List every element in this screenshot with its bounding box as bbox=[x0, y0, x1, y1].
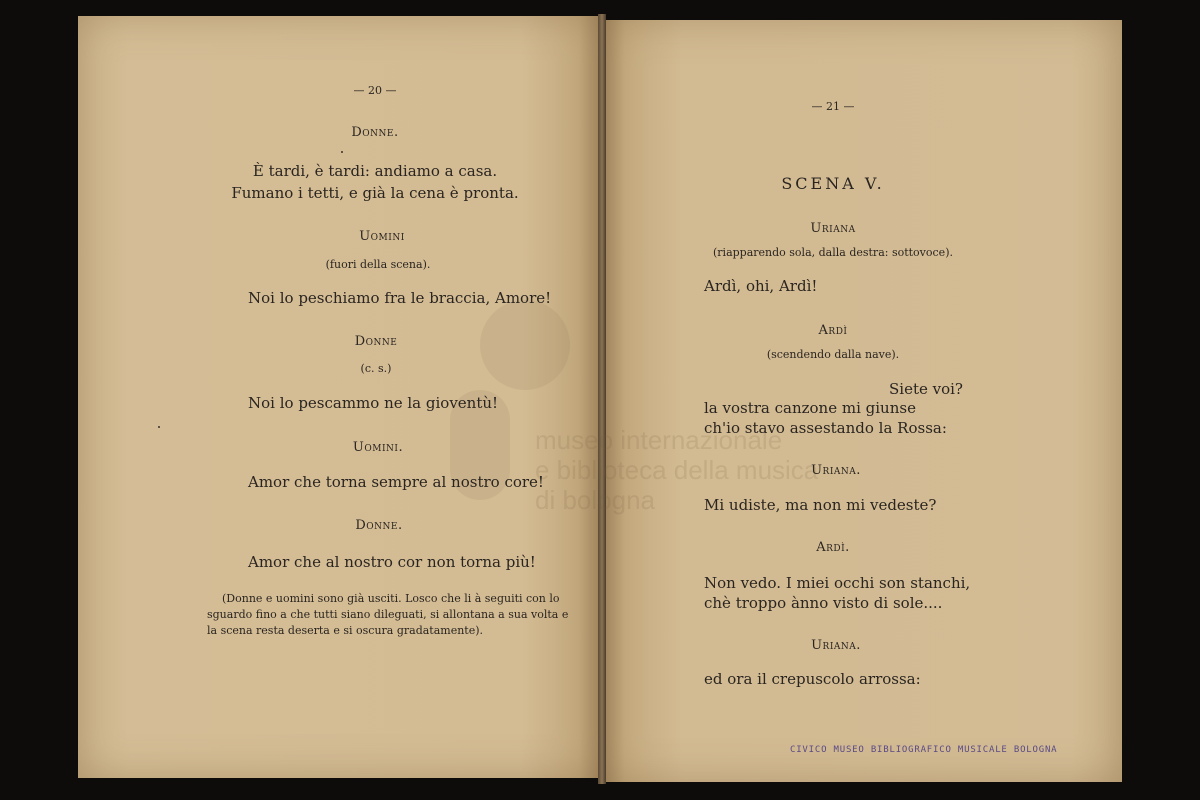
verse-line: la vostra canzone mi giunse bbox=[704, 399, 916, 417]
stage-note-line: la scena resta deserta e si oscura gradatamente). bbox=[207, 624, 484, 637]
page-number-right: — 21 — bbox=[811, 100, 855, 113]
speaker-uriana-1: Uriana bbox=[810, 221, 856, 236]
stage-direction: (fuori della scena). bbox=[325, 258, 431, 271]
verse-line: ch'io stavo assestando la Rossa: bbox=[704, 419, 947, 437]
page-number-left: — 20 — bbox=[353, 84, 397, 97]
speaker-donne-1: Donne. bbox=[351, 125, 399, 140]
speaker-donne-3: Donne. bbox=[355, 518, 403, 533]
verse-line: Noi lo pescammo ne la gioventù! bbox=[248, 394, 499, 412]
watermark-logo bbox=[480, 300, 570, 390]
speaker-uriana-2: Uriana. bbox=[811, 463, 861, 478]
speaker-ardi-1: Ardì bbox=[818, 323, 848, 338]
watermark-line-1: museo internazionale bbox=[535, 425, 783, 455]
watermark-line-3: di bologna bbox=[535, 485, 655, 515]
verse-line: Noi lo peschiamo fra le braccia, Amore! bbox=[248, 289, 552, 307]
verse-line: chè troppo ànno visto di sole.... bbox=[704, 594, 943, 612]
book-spine bbox=[598, 14, 606, 784]
verse-line: Amor che torna sempre al nostro core! bbox=[248, 473, 544, 491]
verse-line: È tardi, è tardi: andiamo a casa. bbox=[252, 162, 498, 180]
stage-direction: (riapparendo sola, dalla destra: sottovoce). bbox=[713, 246, 953, 259]
stage-note-line: sguardo fino a che tutti siano dileguati, si allontana a sua volta e bbox=[207, 608, 569, 621]
ink-speck bbox=[341, 151, 343, 153]
speaker-uriana-3: Uriana. bbox=[811, 638, 861, 653]
verse-line: Amor che al nostro cor non torna più! bbox=[248, 553, 536, 571]
speaker-uomini-1: Uomini bbox=[359, 229, 405, 244]
verse-line: Ardì, ohi, Ardì! bbox=[704, 277, 818, 295]
speaker-ardi-2: Ardì. bbox=[816, 540, 850, 555]
stage-direction: (c. s.) bbox=[360, 362, 392, 375]
stage-direction: (scendendo dalla nave). bbox=[766, 348, 900, 361]
verse-line: ed ora il crepuscolo arrossa: bbox=[704, 670, 921, 688]
scene-title: SCENA V. bbox=[781, 174, 885, 193]
verse-line: Fumano i tetti, e già la cena è pronta. bbox=[231, 184, 519, 202]
ink-speck bbox=[158, 426, 160, 428]
stage-note-line: (Donne e uomini sono già usciti. Losco che li à seguiti con lo bbox=[222, 592, 560, 605]
verse-line: Mi udiste, ma non mi vedeste? bbox=[704, 496, 937, 514]
verse-line: Non vedo. I miei occhi son stanchi, bbox=[704, 574, 971, 592]
verse-line: Siete voi? bbox=[889, 380, 963, 398]
library-stamp: CIVICO MUSEO BIBLIOGRAFICO MUSICALE BOLOGNA bbox=[790, 745, 1058, 755]
speaker-donne-2: Donne bbox=[354, 334, 398, 349]
watermark-line-2: e biblioteca della musica bbox=[535, 455, 819, 485]
speaker-uomini-2: Uomini. bbox=[352, 440, 404, 455]
